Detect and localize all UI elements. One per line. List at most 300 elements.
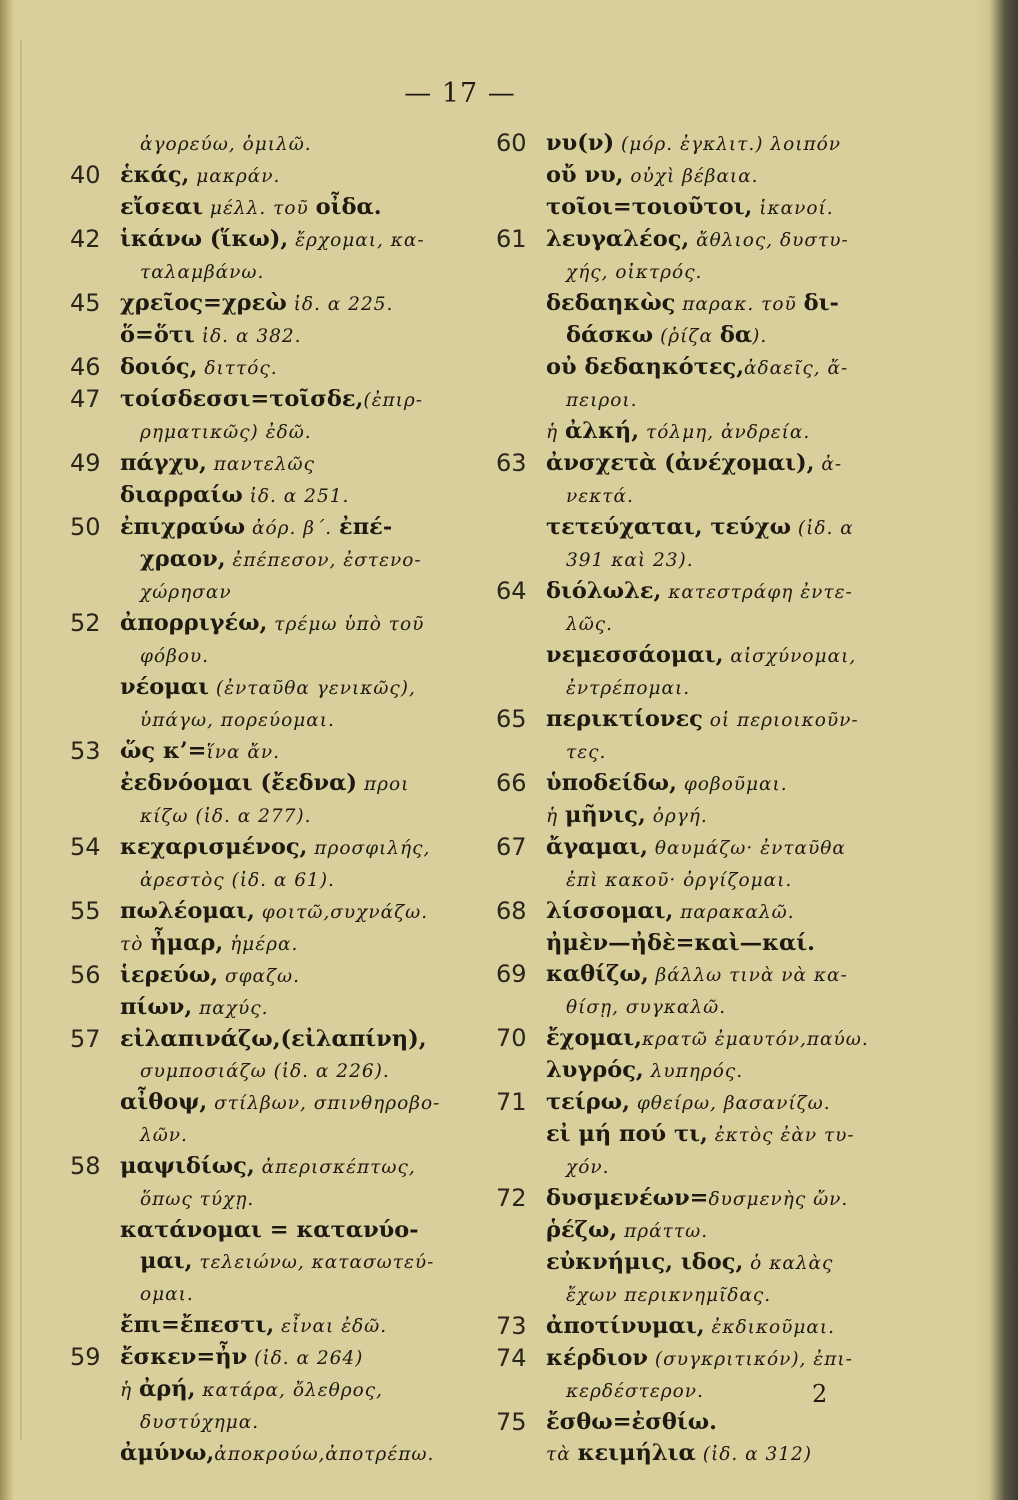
- headword: διόλωλε,: [546, 578, 662, 604]
- glossary-entry: [70, 288, 470, 352]
- line-number: 60: [496, 129, 527, 157]
- entry-line: [120, 1215, 470, 1246]
- line-number: 70: [496, 1024, 527, 1052]
- entry-line: [546, 1279, 891, 1311]
- entry-line: [546, 320, 891, 352]
- definition: παχύς.: [192, 998, 269, 1019]
- headword: εὐκνήμις, ιδος,: [546, 1249, 744, 1275]
- definition: φοιτῶ,συχνάζω.: [254, 902, 429, 923]
- definition: διττός.: [197, 358, 278, 379]
- definition: φόβου.: [140, 646, 210, 667]
- headword: διαρραίω: [120, 482, 243, 508]
- definition: (ῥίζα: [653, 326, 720, 347]
- entry-line: [546, 192, 891, 224]
- entry-line: [546, 256, 891, 288]
- entry-line: [546, 416, 891, 448]
- entry-line: [546, 959, 891, 991]
- definition: παρακαλῶ.: [673, 902, 795, 923]
- entry-line: [120, 896, 470, 928]
- glossary-entry: [496, 896, 891, 959]
- glossary-entry: [496, 1183, 891, 1311]
- definition: ταλαμβάνω.: [140, 262, 265, 283]
- definition: κρατῶ ἐμαυτόν,παύω.: [642, 1029, 869, 1050]
- line-number: 65: [496, 705, 527, 733]
- line-number: 45: [70, 289, 101, 317]
- entry-line: [120, 832, 470, 864]
- entry-line: [546, 704, 891, 736]
- line-number: 42: [70, 225, 101, 253]
- headword: τείρω,: [546, 1089, 630, 1115]
- definition: προι: [357, 774, 410, 795]
- entry-line: [546, 1311, 891, 1343]
- definition: χής, οἰκτρός.: [566, 262, 703, 283]
- glossary-entry: [496, 959, 891, 1023]
- entry-line: [120, 128, 470, 160]
- definition: νεκτά.: [566, 486, 634, 507]
- definition: κατάρα, ὄλεθρος,: [195, 1380, 383, 1401]
- line-number: 61: [496, 225, 527, 253]
- entry-line: [120, 160, 470, 192]
- definition: οὐχὶ βέβαια.: [623, 166, 759, 187]
- headword: λευγαλέος,: [546, 226, 690, 252]
- headword: ὥς κ’=: [120, 738, 207, 764]
- definition: αἰσχύνομαι,: [723, 646, 857, 667]
- headword: νέομαι: [120, 674, 209, 700]
- definition: ἐκδικοῦμαι.: [704, 1317, 836, 1338]
- entry-line: [120, 640, 470, 672]
- definition: οἱ περιοικοῦν-: [702, 710, 859, 731]
- glossary-entry: [70, 1151, 470, 1342]
- definition: ἔρχομαι, κα-: [288, 230, 425, 251]
- definition: ἀόρ. β΄.: [245, 518, 340, 539]
- headword: δεδαηκὼς: [546, 290, 676, 316]
- definition: τὸ: [120, 934, 151, 955]
- entry-line: [546, 928, 891, 959]
- headword: ἀλκή,: [564, 418, 640, 444]
- line-number: 50: [70, 513, 101, 541]
- entry-line: [546, 1375, 891, 1407]
- headword: ἔπι=ἔπεστι,: [120, 1312, 275, 1338]
- glossary-entry: [70, 608, 470, 736]
- headword: ῥέζω,: [546, 1217, 618, 1243]
- line-number: 53: [70, 737, 101, 765]
- line-number: 68: [496, 897, 527, 925]
- headword: οὐ δεδαηκότες,: [546, 354, 745, 380]
- glossary-entry: [70, 832, 470, 896]
- definition: τες.: [566, 742, 607, 763]
- glossary-entry: [70, 160, 470, 192]
- glossary-entry: [496, 1023, 891, 1087]
- headword: ἔσκεν=ἦν: [120, 1344, 248, 1370]
- line-number: 49: [70, 449, 101, 477]
- headword: πίων,: [120, 994, 193, 1020]
- definition: δυστύχημα.: [140, 1412, 260, 1433]
- definition: ὀργή.: [645, 806, 708, 827]
- entry-line: [546, 768, 891, 800]
- definition: ).: [752, 326, 768, 347]
- line-number: 67: [496, 833, 527, 861]
- line-number: 75: [496, 1408, 527, 1436]
- headword: ὑποδείδω,: [546, 770, 677, 796]
- definition: δυσμενὴς ὤν.: [708, 1189, 849, 1210]
- entry-line: [546, 1407, 891, 1438]
- definition: φθείρω, βασανίζω.: [629, 1093, 831, 1114]
- headword: ἐπιχραύω: [120, 514, 246, 540]
- entry-line: [546, 1343, 891, 1375]
- entry-line: [546, 608, 891, 640]
- glossary-entry: [496, 704, 891, 768]
- definition: κατεστράφη ἐντε-: [661, 582, 853, 603]
- glossary-entry: [496, 1407, 891, 1470]
- glossary-entry: [70, 960, 470, 1024]
- entry-line: [546, 1438, 891, 1470]
- glossary-entry: [70, 1024, 470, 1151]
- glossary-entry: [70, 384, 470, 448]
- entry-line: [120, 704, 470, 736]
- line-number: 71: [496, 1088, 527, 1116]
- line-number: 66: [496, 769, 527, 797]
- definition: θαυμάζω· ἐνταῦθα: [648, 838, 846, 859]
- entry-line: [120, 1024, 470, 1055]
- definition: ἀγορεύω, ὁμιλῶ.: [140, 134, 312, 155]
- glossary-entry: [496, 224, 891, 448]
- definition: (ἰδ. α 264): [247, 1348, 364, 1369]
- entry-line: [546, 1183, 891, 1215]
- glossary-entry: [70, 352, 470, 384]
- entry-line: [546, 1151, 891, 1183]
- headword: ἱερεύω,: [120, 962, 219, 988]
- entry-line: [546, 224, 891, 256]
- page-right-edge: [974, 0, 1018, 1500]
- definition: προσφιλής,: [307, 838, 431, 859]
- entry-line: [120, 448, 470, 480]
- definition: ἐκτὸς ἐὰν τυ-: [707, 1125, 855, 1146]
- entry-line: [120, 480, 470, 512]
- definition: ἡ: [120, 1380, 139, 1401]
- definition: πειροι.: [566, 390, 638, 411]
- definition: μακράν.: [189, 166, 281, 187]
- entry-line: [120, 352, 470, 384]
- entry-line: [120, 608, 470, 640]
- entry-line: [546, 352, 891, 384]
- definition: ἔχων περικνημῖδας.: [566, 1285, 772, 1306]
- glossary-entry: [496, 768, 891, 832]
- headword: ἑκάς,: [120, 162, 190, 188]
- entry-line: [120, 384, 470, 416]
- definition: ἐπέπεσον, ἐστενο-: [225, 550, 422, 571]
- definition: κίζω (ἰδ. α 277).: [140, 806, 312, 827]
- definition: (ἐνταῦθα γενικῶς),: [208, 678, 416, 699]
- headword: οὔ νυ,: [546, 162, 624, 188]
- definition: βάλλω τινὰ νὰ κα-: [648, 965, 848, 986]
- entry-line: [120, 1246, 470, 1278]
- entry-line: [546, 480, 891, 512]
- entry-line: [546, 1055, 891, 1087]
- entry-line: [546, 160, 891, 192]
- definition: χόν.: [566, 1157, 610, 1178]
- headword: δι-: [803, 290, 839, 316]
- definition: ὁ καλὰς: [743, 1253, 834, 1274]
- definition: λυπηρός.: [643, 1061, 744, 1082]
- headword: εἴσεαι: [120, 194, 204, 220]
- definition: ομαι.: [140, 1284, 194, 1305]
- definition: σφαζω.: [218, 966, 301, 987]
- entry-line: [546, 991, 891, 1023]
- entry-line: [546, 736, 891, 768]
- definition: μέλλ. τοῦ: [203, 198, 316, 219]
- headword: δα: [719, 322, 753, 348]
- entry-line: [546, 800, 891, 832]
- definition: 391 καὶ 23).: [566, 550, 694, 571]
- definition: ἀρεστὸς (ἰδ. α 61).: [140, 870, 335, 891]
- headword: ἀρή,: [138, 1376, 196, 1402]
- definition: τρέμω ὑπὸ τοῦ: [267, 614, 425, 635]
- definition: ἱκανοί.: [752, 198, 834, 219]
- line-number: 55: [70, 897, 101, 925]
- line-number: 69: [496, 960, 527, 988]
- glossary-entry: [70, 736, 470, 832]
- glossary-entry: [496, 1087, 891, 1183]
- glossary-entry: [496, 576, 891, 704]
- headword: χρεῖος=χρεὼ: [120, 290, 287, 316]
- line-number: 63: [496, 449, 527, 477]
- line-number: 74: [496, 1344, 527, 1372]
- headword: λυγρός,: [546, 1057, 644, 1083]
- line-number: 59: [70, 1343, 101, 1371]
- glossary-entry: [70, 192, 470, 224]
- headword: ἐπέ-: [339, 514, 393, 540]
- glossary-entry: [70, 1342, 470, 1470]
- glossary-entry: [496, 1311, 891, 1343]
- definition: (ἰδ. α 312): [695, 1444, 813, 1465]
- glossary-entry: [70, 224, 470, 288]
- definition: στίλβων, σπινθηροβο-: [207, 1093, 441, 1114]
- headword: νεμεσσάομαι,: [546, 642, 724, 668]
- definition: τόλμη, ἀνδρεία.: [639, 422, 811, 443]
- headword: τετεύχαται, τεύχω: [546, 514, 792, 540]
- line-number: 46: [70, 353, 101, 381]
- definition: θίσῃ, συγκαλῶ.: [566, 997, 727, 1018]
- entry-line: [120, 1374, 470, 1406]
- headword: πωλέομαι,: [120, 898, 255, 924]
- binding-shadow: [20, 40, 22, 1440]
- headword: μῆνις,: [564, 802, 646, 828]
- glossary-entry: [70, 896, 470, 960]
- entry-line: [120, 544, 470, 576]
- entry-line: [120, 1151, 470, 1183]
- definition: λῶν.: [140, 1125, 188, 1146]
- line-number: 56: [70, 961, 101, 989]
- line-number: 73: [496, 1312, 527, 1340]
- entry-line: [120, 192, 470, 224]
- headword: ἀπορριγέω,: [120, 610, 268, 636]
- entry-line: [546, 576, 891, 608]
- entry-line: [546, 672, 891, 704]
- definition: φοβοῦμαι.: [676, 774, 788, 795]
- definition: κερδέστερον.: [566, 1381, 704, 1402]
- headword: χραον,: [140, 546, 226, 572]
- headword: μαι,: [140, 1248, 193, 1274]
- definition: παντελῶς: [206, 454, 316, 475]
- definition: τὰ: [546, 1444, 578, 1465]
- line-number: 72: [496, 1184, 527, 1212]
- entry-line: [546, 864, 891, 896]
- definition: (ἐπιρ-: [363, 390, 424, 411]
- entry-line: [120, 768, 470, 800]
- headword: ἀμύνω,: [120, 1440, 215, 1466]
- entry-line: [120, 1438, 470, 1470]
- entry-line: [120, 224, 470, 256]
- definition: χώρησαν: [140, 582, 232, 603]
- entry-line: [546, 832, 891, 864]
- entry-line: [120, 512, 470, 544]
- entry-line: [546, 128, 891, 160]
- entry-line: [546, 896, 891, 928]
- definition: ἰδ. α 225.: [286, 294, 394, 315]
- line-number: 52: [70, 609, 101, 637]
- entry-line: [546, 1087, 891, 1119]
- entry-line: [120, 672, 470, 704]
- headword: μαψιδίως,: [120, 1153, 255, 1179]
- glossary-entry: [70, 448, 470, 512]
- definition: τελειώνω, κατασωτεύ-: [192, 1252, 435, 1273]
- entry-line: [546, 1247, 891, 1279]
- headword: δοιός,: [120, 354, 198, 380]
- definition: παρακ. τοῦ: [675, 294, 804, 315]
- line-number: 57: [70, 1025, 101, 1053]
- definition: (μόρ. ἐγκλιτ.) λοιπόν: [614, 134, 842, 155]
- entry-line: [546, 384, 891, 416]
- glossary-entry: [496, 832, 891, 896]
- headword: εἰλαπινάζω,(εἰλαπίνη),: [120, 1026, 427, 1052]
- entry-line: [120, 1342, 470, 1374]
- page-number: — 17 —: [404, 78, 516, 109]
- headword: ἀνσχετὰ (ἀνέχομαι),: [546, 450, 815, 476]
- headword: δυσμενέων=: [546, 1185, 709, 1211]
- entry-line: [120, 736, 470, 768]
- entry-line: [546, 1023, 891, 1055]
- headword: ἔχομαι,: [546, 1025, 642, 1051]
- definition: πράττω.: [617, 1221, 709, 1242]
- entry-line: [120, 1055, 470, 1087]
- headword: κειμήλια: [577, 1440, 696, 1466]
- definition: ἰδ. α 382.: [194, 326, 302, 347]
- left-column: [70, 128, 470, 1470]
- entry-line: [546, 640, 891, 672]
- line-number: 47: [70, 385, 101, 413]
- headword: εἰ μή πού τι,: [546, 1121, 708, 1147]
- entry-line: [120, 800, 470, 832]
- entry-line: [546, 544, 891, 576]
- definition: ὑπάγω, πορεύομαι.: [140, 710, 335, 731]
- entry-line: [120, 320, 470, 352]
- headword: κεχαρισμένος,: [120, 834, 308, 860]
- entry-line: [546, 288, 891, 320]
- headword: ἔσθω=ἐσθίω.: [546, 1409, 717, 1435]
- headword: κατάνομαι = κατανύο-: [120, 1217, 419, 1243]
- headword: ἐεδνόομαι (ἔεδνα): [120, 770, 358, 796]
- glossary-entry: [496, 1343, 891, 1407]
- line-number: 54: [70, 833, 101, 861]
- headword: ὅ=ὅτι: [120, 322, 195, 348]
- headword: κέρδιον: [546, 1345, 649, 1371]
- page-left-edge: [0, 0, 14, 1500]
- definition: ἀποκρούω,ἀποτρέπω.: [214, 1444, 435, 1465]
- entry-line: [120, 288, 470, 320]
- headword: ἦμαρ,: [150, 930, 224, 956]
- entry-line: [120, 576, 470, 608]
- entry-line: [120, 1119, 470, 1151]
- definition: ἵνα ἄν.: [206, 742, 281, 763]
- entry-line: [546, 1119, 891, 1151]
- entry-line: [120, 864, 470, 896]
- definition: ἐπὶ κακοῦ· ὀργίζομαι.: [566, 870, 793, 891]
- definition: ἀ-: [814, 454, 843, 475]
- definition: λῶς.: [566, 614, 614, 635]
- headword: καθίζω,: [546, 961, 649, 987]
- entry-line: [546, 1215, 891, 1247]
- entry-line: [546, 512, 891, 544]
- glossary-entry: [70, 128, 470, 160]
- signature-number: 2: [812, 1380, 828, 1408]
- line-number: 58: [70, 1152, 101, 1180]
- entry-line: [120, 1278, 470, 1310]
- definition: ἡ: [546, 806, 565, 827]
- entry-line: [120, 928, 470, 960]
- entry-line: [120, 960, 470, 992]
- line-number: 40: [70, 161, 101, 189]
- entry-line: [120, 1406, 470, 1438]
- headword: ἄγαμαι,: [546, 834, 648, 860]
- entry-line: [120, 992, 470, 1024]
- headword: νυ(ν): [546, 130, 615, 156]
- definition: ἀπερισκέπτως,: [254, 1157, 416, 1178]
- entry-line: [120, 416, 470, 448]
- headword: οἶδα.: [315, 194, 382, 220]
- entry-line: [120, 1183, 470, 1215]
- headword: αἶθοψ,: [120, 1089, 208, 1115]
- glossary-entry: [70, 512, 470, 608]
- definition: ἐντρέπομαι.: [566, 678, 691, 699]
- headword: πάγχυ,: [120, 450, 207, 476]
- headword: περικτίονες: [546, 706, 703, 732]
- entry-line: [120, 1087, 470, 1119]
- glossary-entry: [496, 128, 891, 224]
- definition: ρηματικῶς) ἐδῶ.: [140, 422, 312, 443]
- headword: τοῖοι=τοιοῦτοι,: [546, 194, 753, 220]
- headword: λίσσομαι,: [546, 898, 674, 924]
- line-number: 64: [496, 577, 527, 605]
- definition: ἡ: [546, 422, 565, 443]
- headword: ἠμὲν—ἠδὲ=καὶ—καί.: [546, 930, 815, 956]
- definition: ὅπως τύχῃ.: [140, 1189, 255, 1210]
- headword: ἱκάνω (ἵκω),: [120, 226, 289, 252]
- glossary-entry: [496, 448, 891, 576]
- definition: ἡμέρα.: [223, 934, 299, 955]
- definition: ἀδαεῖς, ἄ-: [744, 358, 849, 379]
- definition: εἶναι ἐδῶ.: [274, 1316, 388, 1337]
- entry-line: [120, 1310, 470, 1342]
- definition: συμποσιάζω (ἰδ. α 226).: [140, 1061, 390, 1082]
- definition: (συγκριτικόν), ἐπι-: [648, 1349, 853, 1370]
- headword: ἀποτίνυμαι,: [546, 1313, 705, 1339]
- headword: τοίσδεσσι=τοῖσδε,: [120, 386, 364, 412]
- definition: (ἰδ. α: [791, 518, 854, 539]
- definition: ἄθλιος, δυστυ-: [689, 230, 849, 251]
- headword: δάσκω: [566, 322, 654, 348]
- right-column: [496, 128, 891, 1470]
- entry-line: [120, 256, 470, 288]
